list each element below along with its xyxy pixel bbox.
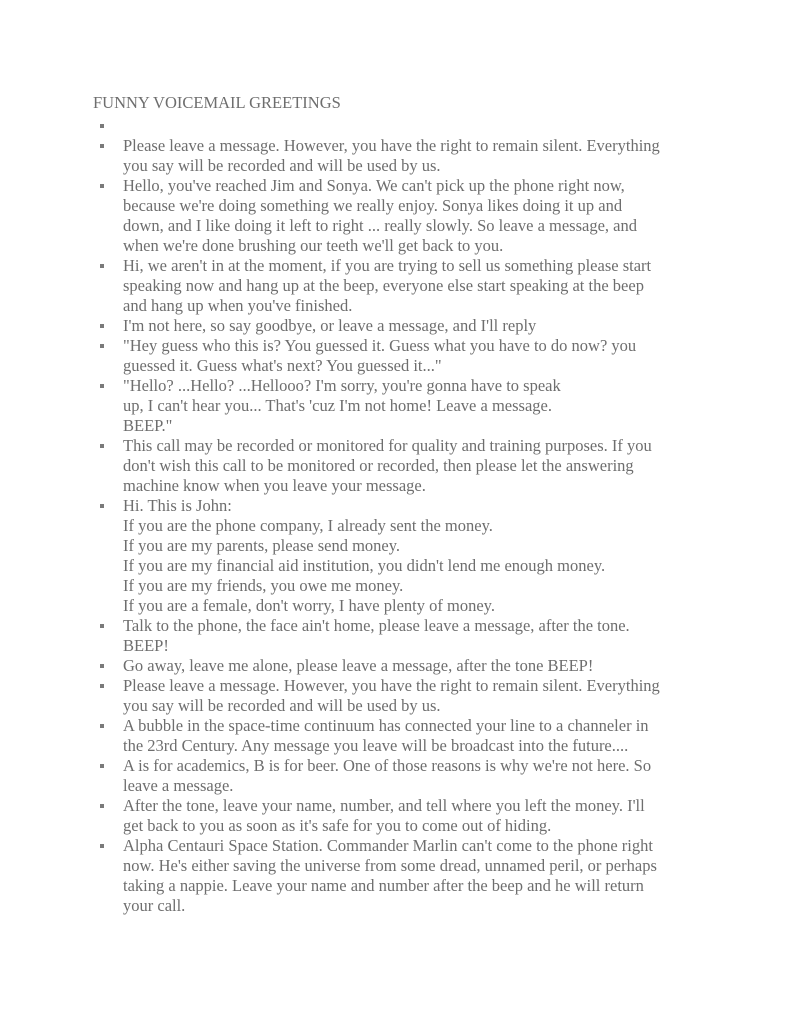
- list-item: [93, 836, 713, 916]
- square-bullet-icon: [100, 624, 104, 628]
- page-title: FUNNY VOICEMAIL GREETINGS: [93, 93, 341, 112]
- list-item: [93, 176, 713, 256]
- list-item-text-line: Talk to the phone, the face ain't home, please leave a message, after the tone.: [123, 616, 630, 635]
- list-item-text-line: because we're doing something we really enjoy. Sonya likes doing it up and: [123, 196, 623, 215]
- square-bullet-icon: [100, 144, 104, 148]
- list-item-text-line: BEEP!: [123, 636, 169, 655]
- list-item: [93, 116, 713, 136]
- square-bullet-icon: [100, 124, 104, 128]
- square-bullet-icon: [100, 344, 104, 348]
- list-item: [93, 256, 713, 316]
- list-item-text-line: This call may be recorded or monitored for quality and training purposes. If you: [123, 436, 652, 455]
- square-bullet-icon: [100, 264, 104, 268]
- list-item: [93, 716, 713, 756]
- list-item-text-line: the 23rd Century. Any message you leave will be broadcast into the future....: [123, 736, 629, 755]
- list-item-text-line: Hi, we aren't in at the moment, if you are trying to sell us something please start: [123, 256, 652, 275]
- list-item-text-line: Alpha Centauri Space Station. Commander Marlin can't come to the phone right: [123, 836, 653, 855]
- list-item-text-line: Hello, you've reached Jim and Sonya. We can't pick up the phone right now,: [123, 176, 625, 195]
- list-item: [93, 336, 713, 376]
- list-item: [93, 676, 713, 716]
- square-bullet-icon: [100, 684, 104, 688]
- greetings-list: [93, 116, 713, 916]
- list-item-text-line: Please leave a message. However, you have the right to remain silent. Everything: [123, 676, 660, 695]
- list-item-text-line: A is for academics, B is for beer. One of those reasons is why we're not here. So: [123, 756, 652, 775]
- list-item-text-line: leave a message.: [123, 776, 234, 795]
- list-item-text-line: If you are my financial aid institution, you didn't lend me enough money.: [123, 556, 606, 575]
- list-item-text-line: If you are my parents, please send money.: [123, 536, 401, 555]
- list-item-text-line: down, and I like doing it left to right ... really slowly. So leave a message, and: [123, 216, 637, 235]
- list-item: [93, 796, 713, 836]
- list-item: [93, 616, 713, 656]
- list-item-text-line: you say will be recorded and will be used by us.: [123, 696, 441, 715]
- square-bullet-icon: [100, 664, 104, 668]
- list-item: [93, 316, 713, 336]
- square-bullet-icon: [100, 324, 104, 328]
- square-bullet-icon: [100, 444, 104, 448]
- list-item-text-line: After the tone, leave your name, number, and tell where you left the money. I'll: [123, 796, 645, 815]
- list-item: [93, 136, 713, 176]
- list-item-text-line: A bubble in the space-time continuum has connected your line to a channeler in: [123, 716, 649, 735]
- list-item-text-line: Go away, leave me alone, please leave a message, after the tone BEEP!: [123, 656, 594, 675]
- list-item-text-line: If you are a female, don't worry, I have plenty of money.: [123, 596, 495, 615]
- list-item-text-line: machine know when you leave your message.: [123, 476, 426, 495]
- document-page: [93, 92, 713, 916]
- list-item-text-line: and hang up when you've finished.: [123, 296, 353, 315]
- list-item-text-line: If you are my friends, you owe me money.: [123, 576, 404, 595]
- list-item-text-line: "Hey guess who this is? You guessed it. Guess what you have to do now? you: [123, 336, 637, 355]
- list-item-text-line: don't wish this call to be monitored or recorded, then please let the answering: [123, 456, 634, 475]
- list-item-text-line: guessed it. Guess what's next? You guessed it...": [123, 356, 442, 375]
- list-item-text-line: BEEP.": [123, 416, 173, 435]
- list-item-text-line: Hi. This is John:: [123, 496, 232, 515]
- square-bullet-icon: [100, 384, 104, 388]
- list-item: [93, 436, 713, 496]
- square-bullet-icon: [100, 764, 104, 768]
- square-bullet-icon: [100, 184, 104, 188]
- list-item-text-line: when we're done brushing our teeth we'll get back to you.: [123, 236, 504, 255]
- list-item: [93, 656, 713, 676]
- list-item-text-line: taking a nappie. Leave your name and number after the beep and he will return: [123, 876, 644, 895]
- list-item: [93, 756, 713, 796]
- square-bullet-icon: [100, 724, 104, 728]
- list-item-text-line: get back to you as soon as it's safe for you to come out of hiding.: [123, 816, 552, 835]
- square-bullet-icon: [100, 804, 104, 808]
- list-item: [93, 376, 713, 436]
- list-item-text-line: I'm not here, so say goodbye, or leave a message, and I'll reply: [123, 316, 537, 335]
- list-item-text-line: speaking now and hang up at the beep, everyone else start speaking at the beep: [123, 276, 644, 295]
- list-item-text-line: If you are the phone company, I already sent the money.: [123, 516, 493, 535]
- square-bullet-icon: [100, 504, 104, 508]
- list-item: [93, 496, 713, 616]
- list-item-text-line: Please leave a message. However, you have the right to remain silent. Everything: [123, 136, 660, 155]
- list-item-text-line: up, I can't hear you... That's 'cuz I'm not home! Leave a message.: [123, 396, 552, 415]
- list-item-text-line: "Hello? ...Hello? ...Hellooo? I'm sorry, you're gonna have to speak: [123, 376, 561, 395]
- list-item-text-line: your call.: [123, 896, 186, 915]
- list-item-text-line: now. He's either saving the universe from some dread, unnamed peril, or perhaps: [123, 856, 657, 875]
- list-item-text-line: you say will be recorded and will be used by us.: [123, 156, 441, 175]
- square-bullet-icon: [100, 844, 104, 848]
